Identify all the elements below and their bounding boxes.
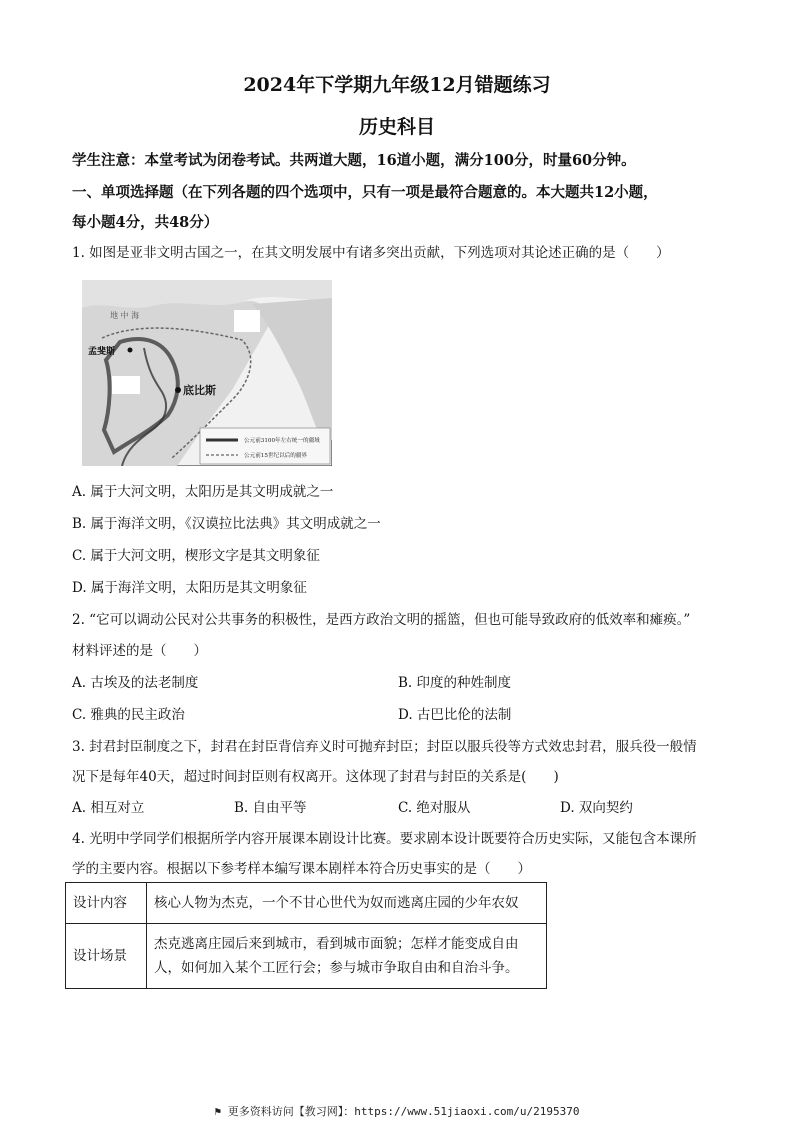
table-head-cell: 设计内容 (66, 883, 147, 924)
q1-option-d: D. 属于海洋文明，太阳历是其文明象征 (72, 580, 307, 596)
legend-label-2: 公元前15世纪以后的疆界 (244, 453, 308, 459)
subject-title: 历史科目 (358, 116, 435, 138)
q3-option-b: B. 自由平等 (234, 800, 307, 816)
table-content-cell: 杰克逃离庄园后来到城市，看到城市面貌；怎样才能变成自由人，如何加入某个工匠行会；参与城市争取自由和自治斗争。 (147, 924, 547, 989)
blank-patch (112, 376, 140, 394)
q2-option-c: C. 雅典的民主政治 (72, 707, 185, 723)
table-row (66, 883, 547, 924)
city-label-memphis: 孟斐斯 (88, 347, 116, 357)
q3-option-d: D. 双向契约 (560, 800, 633, 816)
table-head-cell: 设计场景 (66, 924, 147, 989)
q3-option-a: A. 相互对立 (72, 800, 145, 816)
q1-option-a: A. 属于大河文明，太阳历是其文明成就之一 (72, 484, 334, 500)
q1-option-b: B. 属于海洋文明，《汉谟拉比法典》其文明成就之一 (72, 516, 381, 532)
memphis-marker (128, 348, 133, 353)
q2-option-d: D. 古巴比伦的法制 (398, 707, 512, 723)
q1-option-c: C. 属于大河文明，楔形文字是其文明象征 (72, 548, 320, 564)
student-notice: 学生注意：本堂考试为闭卷考试。共两道大题，16道小题，满分100分，时量60分钟。 (72, 152, 636, 169)
footer-text: 更多资料访问【教习网】：https://www.51jiaoxi.com/u/2195370 (227, 1105, 580, 1118)
egypt-map (82, 280, 332, 466)
q1-stem: 1. 如图是亚非文明古国之一，在其文明发展中有诸多突出贡献，下列选项对其论述正确的是（ ） (72, 245, 670, 261)
flag-icon: ⚑ (214, 1105, 228, 1118)
q3-option-c: C. 绝对服从 (398, 800, 471, 816)
blank-patch (234, 310, 260, 332)
q4-design-table (65, 882, 547, 989)
city-label-thebes: 底比斯 (183, 384, 216, 397)
q3-stem-line1: 3. 封君封臣制度之下，封君在封臣背信弃义时可抛弃封臣；封臣以服兵役等方式效忠封君，服兵役一般情 (72, 739, 697, 755)
q2-option-a: A. 古埃及的法老制度 (72, 675, 199, 691)
legend-label-1: 公元前3100年左右统一的疆域 (244, 438, 320, 444)
table-content-cell: 核心人物为杰克，一个不甘心世代为奴而逃离庄园的少年农奴 (147, 883, 547, 924)
q4-stem-line2: 学的主要内容。根据以下参考样本编写课本剧样本符合历史事实的是（ ） (72, 861, 531, 877)
q2-stem-line2: 材料评述的是（ ） (72, 643, 207, 659)
q2-stem-line1: 2. “它可以调动公民对公共事务的积极性，是西方政治文明的摇篮，但也可能导致政府的低效率和瘫痪。” (72, 612, 691, 628)
q3-stem-line2: 况下是每年40天，超过时间封臣则有权离开。这体现了封君与封臣的关系是( ) (72, 769, 559, 785)
q4-stem-line1: 4. 光明中学同学们根据所学内容开展课本剧设计比赛。要求剧本设计既要符合历史实际，又能包含本课所 (72, 831, 697, 847)
sea-label: 地 中 海 (110, 311, 140, 320)
page-title: 2024年下学期九年级12月错题练习 (243, 74, 551, 96)
map-legend (200, 428, 330, 464)
q2-option-b: B. 印度的种姓制度 (398, 675, 512, 691)
section1-heading-line1: 一、单项选择题（在下列各题的四个选项中，只有一项是最符合题意的。本大题共12小题， (72, 184, 658, 201)
table-row (66, 924, 547, 989)
thebes-marker (175, 387, 181, 393)
section1-heading-line2: 每小题4分，共48分） (72, 214, 219, 231)
footer-link[interactable] (0, 1103, 794, 1119)
